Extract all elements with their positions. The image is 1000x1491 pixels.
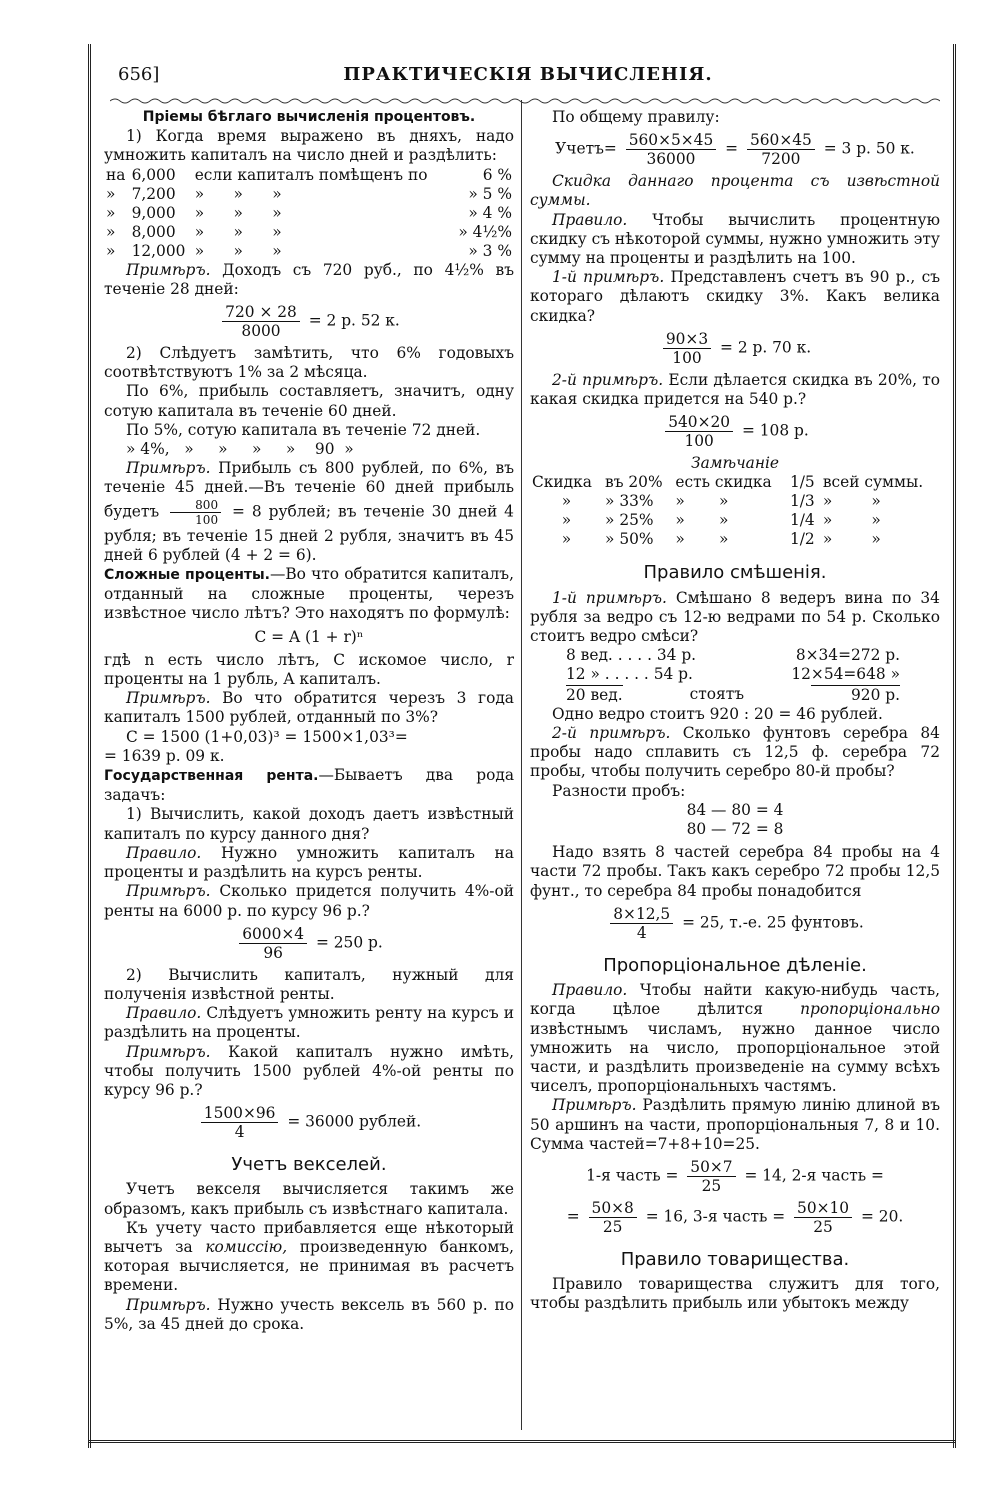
table-cell: » 50% <box>605 530 654 549</box>
mix-row <box>530 646 940 665</box>
denominator: 100 <box>672 348 702 367</box>
paragraph: 2) Вычислить капиталъ, нужный для полученія извѣстной ренты. <box>104 965 514 1003</box>
formula <box>530 1158 940 1195</box>
section-title-proportional: Пропорціональное дѣленіе. <box>603 954 867 976</box>
table-cell: 1/2 <box>789 530 815 549</box>
discount-table <box>530 473 940 549</box>
table-cell: 7,200 <box>131 184 176 203</box>
table-cell: » <box>561 530 572 549</box>
table-row <box>104 204 514 223</box>
paragraph: По 6%, прибыль составляетъ, значитъ, одну сотую капитала въ теченіе 60 дней. <box>104 382 514 420</box>
italic-term: пропорціонально <box>800 1000 940 1019</box>
formula <box>104 303 514 340</box>
example-text: Сколько придется получить 4%-ой ренты на 6000 р. по курсу 96 р.? <box>104 882 514 920</box>
table-cell: Скидка <box>532 473 592 492</box>
mix-cell: стоятъ <box>689 684 745 703</box>
denominator: 25 <box>602 1217 623 1236</box>
table-cell: » » <box>822 511 881 530</box>
table-cell: » » <box>822 492 881 511</box>
rule-text: извѣстнымъ числамъ, нужно данное число умножить на число, пропорціональное этой части, и раздѣлить произведеніе на сумму всѣхъ чиселъ, пропорціональныхъ частямъ. <box>530 1019 940 1096</box>
paragraph <box>104 882 514 920</box>
running-title: ПРАКТИЧЕСКІЯ ВЫЧИСЛЕНІЯ. <box>343 64 713 85</box>
formula-result: = 20. <box>861 1207 904 1226</box>
paragraph <box>104 1043 514 1101</box>
table-cell: 8,000 <box>131 222 176 241</box>
denominator: 7200 <box>761 150 801 169</box>
numerator: 8×12,5 <box>610 905 673 924</box>
paragraph: Надо взять 8 частей серебра 84 пробы на 4 части 72 пробы. Такъ какъ серебро 72 пробы 12,5 фунт., то серебра 84 пробы понадобится <box>530 843 940 900</box>
table-cell: 6 % <box>482 165 512 184</box>
formula <box>530 1199 940 1236</box>
table-cell: » <box>106 222 116 241</box>
formula-line: = 1639 р. 09 к. <box>104 746 225 765</box>
denominator: 36000 <box>646 150 696 169</box>
example-text: Если дѣлается скидка въ 20%, то какая скидка придется на 540 р.? <box>530 370 940 409</box>
table-cell: » <box>106 184 116 203</box>
table-cell: 1/3 <box>789 492 815 511</box>
formula-label: Учетъ= <box>555 139 617 158</box>
formula <box>104 1104 514 1141</box>
example-text: Прибыль съ 800 рублей, по 6%, въ теченіе 45 дней.—Въ теченіе 60 дней прибыль будетъ <box>104 459 514 521</box>
paragraph <box>530 371 940 409</box>
paragraph: По общему правилу: <box>552 108 720 126</box>
paragraph <box>104 1296 514 1334</box>
numerator: 90×3 <box>663 330 711 349</box>
formula-result: = 14, 2-я часть = <box>744 1166 884 1185</box>
table-cell: есть скидка <box>675 473 772 492</box>
table-cell: въ 20% <box>605 473 663 492</box>
paragraph <box>530 1096 940 1154</box>
table-cell: » <box>106 241 116 260</box>
example-text: Представленъ счетъ въ 90 р., съ котораго дѣлаютъ скидку 3%. Какъ велика скидка? <box>530 268 940 325</box>
formula-result: = 36000 рублей. <box>287 1112 422 1131</box>
paragraph <box>530 268 940 326</box>
denominator: 8000 <box>241 322 281 341</box>
denominator: 4 <box>636 923 647 942</box>
rule-label: Правило. <box>126 843 202 862</box>
table-cell: » 4 % <box>468 203 512 222</box>
table-row <box>530 511 940 530</box>
formula-line: 80 — 72 = 8 <box>686 820 784 839</box>
example-label: 2-й примѣръ. <box>552 724 671 743</box>
formula-result: = 2 р. 52 к. <box>308 311 400 330</box>
table-cell: » » <box>675 511 729 530</box>
paragraph <box>104 459 514 565</box>
table-cell: 12,000 <box>131 241 186 260</box>
rule-label: Правило. <box>552 981 628 1000</box>
formula <box>530 330 940 367</box>
paragraph: По 5%, сотую капитала въ теченіе 72 дней. <box>126 420 481 439</box>
fraction <box>170 498 221 527</box>
paragraph-text: Къ учету часто прибавляется еще нѣкоторый вычетъ за <box>104 1218 514 1256</box>
formula-result: = 250 р. <box>315 933 383 952</box>
paragraph <box>104 1219 514 1296</box>
section-heading-percent: Пріемы бѣглаго вычисленія процентовъ. <box>142 109 476 125</box>
paragraph <box>104 766 514 805</box>
mix-cell: 12×54=648 » <box>791 665 900 684</box>
right-column <box>530 108 940 1314</box>
italic-term: комиссію, <box>205 1237 288 1256</box>
denominator: 100 <box>684 432 714 451</box>
numerator: 6000×4 <box>239 925 307 944</box>
example-label: Примѣръ. <box>552 1096 637 1115</box>
paragraph: 1) Когда время выражено въ дняхъ, надо умножить капиталъ на число дней и раздѣлить: <box>104 127 514 165</box>
table-cell: » » » <box>194 184 282 203</box>
numerator: 50×10 <box>794 1199 852 1218</box>
paragraph <box>530 211 940 269</box>
table-row <box>104 242 514 261</box>
fraction <box>201 1104 279 1141</box>
denominator: 96 <box>263 943 283 962</box>
formula <box>530 131 940 168</box>
rule-text: Нужно умножить капиталъ на проценты и раздѣлить на курсъ ренты. <box>104 843 514 882</box>
formula-result: = 2 р. 70 к. <box>720 338 812 357</box>
example-label: Примѣръ. <box>126 882 211 901</box>
fraction <box>747 131 815 168</box>
divisor-table <box>104 166 514 261</box>
table-cell: » <box>561 511 572 530</box>
table-cell: если капиталъ помѣщенъ по <box>194 165 428 184</box>
mix-cell: 920 р. <box>811 685 900 705</box>
formula <box>530 905 940 942</box>
example-text: Раздѣлить прямую линію длиной въ 50 аршинъ на части, пропорціональныя 7, 8 и 10. Сумма частей=7+8+10=25. <box>530 1096 940 1153</box>
paragraph <box>530 981 940 1096</box>
paragraph <box>104 1004 514 1042</box>
denominator: 25 <box>701 1176 722 1195</box>
paragraph: Одно ведро стоитъ 920 : 20 = 46 рублей. <box>552 704 883 723</box>
table-cell: » <box>561 492 572 511</box>
formula-result: = 25, т.-е. 25 фунтовъ. <box>682 913 864 932</box>
paragraph-text: произведенную банкомъ, которая вычисляется, не принимая въ расчетъ времени. <box>104 1237 514 1295</box>
fraction <box>794 1199 852 1236</box>
formula <box>530 413 940 450</box>
example-label: Примѣръ. <box>126 260 211 279</box>
table-cell: на <box>106 165 126 184</box>
paragraph: 2) Слѣдуетъ замѣтить, что 6% годовыхъ соотвѣтствуютъ 1% за 2 мѣсяца. <box>104 344 514 382</box>
table-cell: » » <box>822 530 881 549</box>
example-text: Сколько фунтовъ серебра 84 пробы надо сплавить съ 12,5 ф. серебра 72 пробы, чтобы получить серебро 80-й пробы? <box>530 724 940 781</box>
numerator: 1500×96 <box>201 1104 279 1123</box>
formula-line: C = 1500 (1+0,03)³ = 1500×1,03³= <box>126 727 408 746</box>
fraction <box>687 1158 735 1195</box>
rule-text: Слѣдуетъ умножить ренту на курсъ и раздѣлить на проценты. <box>104 1004 514 1042</box>
table-row <box>104 223 514 242</box>
example-label: Примѣръ. <box>126 689 211 708</box>
paragraph: Правило товарищества служитъ для того, чтобы раздѣлить прибыль или убытокъ между <box>530 1275 940 1313</box>
mix-row <box>530 685 940 705</box>
table-row <box>530 530 940 549</box>
table-cell: » 25% <box>605 511 654 530</box>
numerator: 720 × 28 <box>222 303 300 322</box>
table-row <box>104 185 514 204</box>
rule-text: Чтобы вычислить процентную скидку съ нѣкоторой суммы, нужно умножить эту сумму на проценты и раздѣлить на 100. <box>530 210 940 268</box>
table-cell: 1/5 <box>789 473 815 492</box>
fraction <box>663 330 711 367</box>
table-cell: » » » <box>194 241 282 260</box>
wavy-rule <box>110 97 940 105</box>
fraction <box>626 131 717 168</box>
formula-label: 1-я часть = <box>586 1166 679 1185</box>
section-title-bills: Учетъ векселей. <box>231 1154 387 1176</box>
fraction <box>610 905 673 942</box>
numerator: 560×45 <box>747 131 815 150</box>
denominator: 25 <box>813 1217 833 1236</box>
table-cell: » 5 % <box>468 184 512 203</box>
table-row <box>530 473 940 492</box>
example-label: Примѣръ. <box>126 1042 211 1061</box>
table-row <box>530 492 940 511</box>
formula-result: = 3 р. 50 к. <box>823 139 915 158</box>
paragraph <box>530 724 940 782</box>
page-header <box>118 62 938 92</box>
paragraph <box>530 589 940 647</box>
example-text: Смѣшано 8 ведеръ вина по 34 рубля за ведро съ 12-ю ведрами по 54 р. Сколько стоитъ ведро смѣси? <box>530 588 940 646</box>
left-column <box>104 108 514 1334</box>
numerator: 50×7 <box>687 1158 735 1177</box>
inline-heading: Сложные проценты. <box>104 567 270 584</box>
example-text: Нужно учесть вексель въ 560 р. по 5%, за 45 дней до срока. <box>104 1295 514 1333</box>
table-cell: 1/4 <box>789 511 815 530</box>
paragraph: Разности пробъ: <box>552 781 686 800</box>
page-number: 656] <box>118 64 160 85</box>
example-label: 1-й примѣръ. <box>552 268 665 287</box>
example-text: Доходъ съ 720 руб., по 4½% въ теченіе 28 дней: <box>104 260 514 298</box>
denominator: 4 <box>234 1123 245 1142</box>
fraction <box>239 925 307 962</box>
example-label: Примѣръ. <box>126 459 211 478</box>
example-text: Во что обратится черезъ 3 года капиталъ 1500 рублей, отданный по 3%? <box>104 689 514 727</box>
numerator: 50×8 <box>589 1199 637 1218</box>
example-label: 2-й примѣръ. <box>552 370 664 389</box>
example-label: Примѣръ. <box>126 1295 211 1314</box>
table-cell: » 33% <box>605 492 654 511</box>
table-cell: » » » <box>194 222 282 241</box>
table-cell: 9,000 <box>131 203 176 222</box>
formula: C = A (1 + r)ⁿ <box>254 627 364 646</box>
table-cell: » 3 % <box>468 241 512 260</box>
formula-line: 84 — 80 = 4 <box>686 800 784 819</box>
table-cell: всей суммы. <box>822 473 924 492</box>
paragraph <box>104 261 514 299</box>
paragraph-text: —Во что обратится капиталъ, отданный на сложные проценты, черезъ извѣстное число лѣтъ? Это находятъ по формулѣ: <box>104 565 514 623</box>
inline-heading: Государственная рента. <box>104 768 319 785</box>
example-text: = 8 рублей; въ теченіе 30 дней 4 рубля; въ теченіе 15 дней 2 рубля, значитъ въ 45 дней 6 рублей (4 + 2 = 6). <box>104 502 514 564</box>
paragraph: 1) Вычислить, какой доходъ даетъ извѣстный капиталъ по курсу данного дня? <box>104 805 514 843</box>
table-cell: » 4½% <box>458 222 512 241</box>
numerator: 540×20 <box>665 413 733 432</box>
note-heading: Замѣчаніе <box>690 454 780 473</box>
fraction <box>589 1199 637 1236</box>
mix-row <box>530 665 940 684</box>
formula <box>104 925 514 962</box>
table-cell: » » <box>675 530 729 549</box>
paragraph: Учетъ векселя вычисляется такимъ же образомъ, какъ прибыль съ извѣстнаго капитала. <box>104 1180 514 1218</box>
example-text: Какой капиталъ нужно имѣть, чтобы получить 1500 рублей 4%-ой ренты по курсу 96 р.? <box>104 1042 514 1099</box>
rule-text: Чтобы найти какую-нибудь часть, когда цѣлое дѣлится <box>530 981 940 1019</box>
paragraph <box>104 689 514 727</box>
paragraph <box>104 565 514 624</box>
table-cell: » <box>106 203 116 222</box>
mix-cell: 12 » . . . . . 54 р. <box>566 665 693 684</box>
section-title-mixing: Правило смѣшенія. <box>643 562 827 584</box>
mix-cell: 20 вед. <box>566 685 623 704</box>
rule-label: Правило. <box>126 1004 202 1023</box>
table-cell: » » <box>675 492 729 511</box>
paragraph: » 4%, » » » » 90 » <box>126 440 354 459</box>
numerator: 800 <box>170 498 221 513</box>
paragraph-text: —Бываетъ два рода задачъ: <box>104 766 515 805</box>
fraction <box>222 303 300 340</box>
numerator: 560×5×45 <box>626 131 717 150</box>
fraction <box>665 413 733 450</box>
paragraph <box>104 844 514 882</box>
subsection-heading: Скидка даннаго процента съ извѣстной суммы. <box>530 172 940 210</box>
section-title-partnership: Правило товарищества. <box>620 1248 850 1270</box>
equals-sign: = <box>725 139 739 158</box>
example-label: 1-й примѣръ. <box>552 588 667 607</box>
mix-cell: 8 вед. . . . . 34 р. <box>566 646 697 665</box>
rule-label: Правило. <box>552 210 628 229</box>
mix-cell: 8×34=272 р. <box>795 646 900 665</box>
formula-result: = 16, 3-я часть = <box>645 1207 786 1226</box>
formula-result: = 108 р. <box>741 421 809 440</box>
table-cell: » » » <box>194 203 282 222</box>
equals-sign: = <box>566 1207 580 1226</box>
paragraph: гдѣ n есть число лѣтъ, C искомое число, r проценты на 1 рубль, A капиталъ. <box>104 650 514 689</box>
table-cell: 6,000 <box>131 165 176 184</box>
bottom-rule <box>88 1440 956 1443</box>
column-divider <box>521 100 522 1430</box>
table-row <box>104 166 514 185</box>
denominator: 100 <box>195 512 219 527</box>
